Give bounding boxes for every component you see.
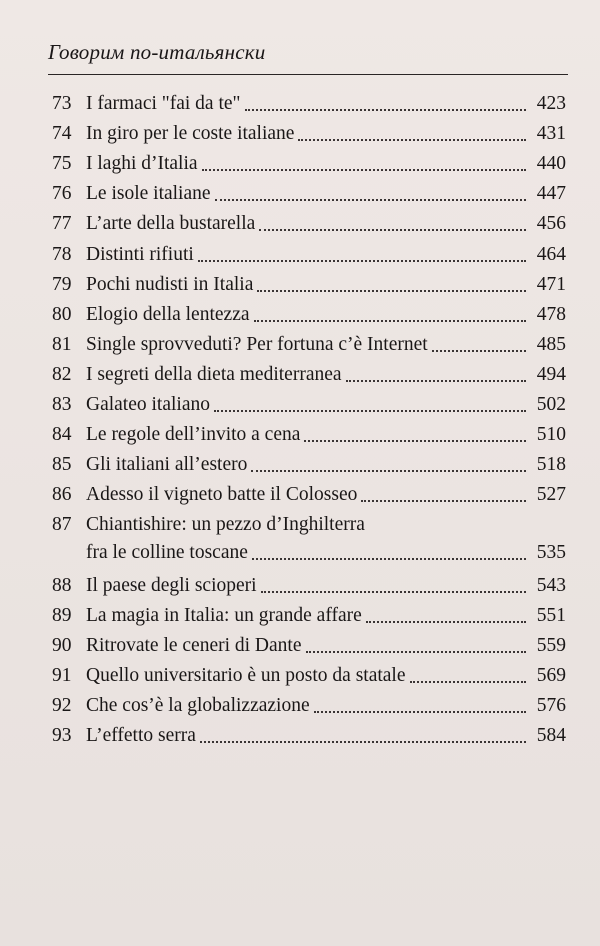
entry-page-number: 494 (536, 363, 566, 385)
entry-number: 76 (52, 183, 72, 205)
entry-page-number: 518 (536, 454, 566, 476)
entry-page-number: 510 (536, 424, 566, 446)
entry-number: 86 (52, 484, 72, 506)
dot-leader (215, 199, 526, 201)
toc-entry[interactable] (52, 303, 566, 327)
toc-entry[interactable] (52, 604, 566, 628)
toc-entry-continuation[interactable] (52, 541, 566, 565)
dot-leader (432, 350, 526, 352)
entry-page-number: 447 (536, 183, 566, 205)
entry-number: 93 (52, 725, 72, 747)
entry-title: Ritrovate le ceneri di Dante (86, 634, 302, 656)
dot-leader (306, 651, 527, 653)
entry-number: 87 (52, 514, 72, 536)
entry-number: 92 (52, 695, 72, 716)
entry-number: 83 (52, 394, 72, 415)
toc-entry[interactable] (52, 333, 566, 357)
entry-page-number: 478 (536, 303, 566, 325)
toc-entry[interactable] (52, 483, 566, 507)
entry-page-number: 559 (536, 634, 566, 656)
entry-title: Che cos’è la globalizzazione (86, 695, 310, 716)
toc-entry[interactable] (52, 122, 566, 146)
dot-leader (254, 320, 526, 322)
toc-entry[interactable] (52, 182, 566, 206)
entry-title: I segreti della dieta mediterranea (86, 363, 342, 385)
dot-leader (366, 621, 526, 623)
entry-number: 84 (52, 424, 72, 446)
toc-entry[interactable] (52, 724, 566, 748)
dot-leader (261, 591, 526, 593)
dot-leader (252, 558, 526, 560)
toc-entry[interactable] (52, 273, 566, 297)
entry-title: Galateo italiano (86, 394, 210, 415)
entry-title-continuation: fra le colline toscane (86, 541, 248, 563)
entry-page-number: 527 (536, 484, 566, 506)
entry-title: Il paese degli scioperi (86, 574, 257, 596)
dot-leader (198, 260, 526, 262)
toc-entry[interactable] (52, 513, 566, 537)
entry-number: 80 (52, 303, 72, 325)
toc-entry[interactable] (52, 574, 566, 598)
entry-page-number: 423 (536, 93, 566, 114)
dot-leader (251, 470, 526, 472)
entry-title: In giro per le coste italiane (86, 123, 295, 145)
entry-title: Single sprovveduti? Per fortuna c’è Internet (86, 333, 428, 355)
entry-page-number: 551 (536, 604, 566, 626)
entry-number: 91 (52, 664, 72, 686)
entry-title: Distinti rifiuti (86, 243, 194, 265)
toc-entry[interactable] (52, 694, 566, 718)
toc-entry[interactable] (52, 363, 566, 387)
entry-title: I laghi d’Italia (86, 153, 198, 175)
entry-page-number: 471 (536, 273, 566, 295)
dot-leader (214, 410, 526, 412)
toc-entry[interactable] (52, 92, 566, 116)
entry-title: Le regole dell’invito a cena (86, 424, 301, 446)
entry-page-number: 576 (536, 695, 566, 716)
toc-entry[interactable] (52, 243, 566, 267)
running-head: Говорим по-итальянски (48, 40, 266, 64)
entry-number: 73 (52, 93, 72, 114)
toc-entry[interactable] (52, 393, 566, 417)
toc-entry[interactable] (52, 453, 566, 477)
entry-title: I farmaci "fai da te" (86, 93, 241, 114)
dot-leader (200, 741, 526, 743)
dot-leader (314, 711, 526, 713)
dot-leader (361, 500, 526, 502)
dot-leader (298, 139, 526, 141)
entry-title: Quello universitario è un posto da statale (86, 664, 406, 686)
entry-number: 89 (52, 604, 72, 626)
dot-leader (245, 109, 527, 111)
dot-leader (346, 380, 526, 382)
entry-title: Le isole italiane (86, 183, 211, 205)
entry-page-number: 456 (536, 213, 566, 235)
entry-page-number: 535 (536, 541, 566, 563)
dot-leader (304, 440, 526, 442)
entry-title: La magia in Italia: un grande affare (86, 604, 362, 626)
entry-page-number: 431 (536, 123, 566, 145)
entry-title: Adesso il vigneto batte il Colosseo (86, 484, 358, 506)
entry-number: 78 (52, 243, 72, 265)
entry-title: Elogio della lentezza (86, 303, 250, 325)
toc-entry[interactable] (52, 423, 566, 447)
toc-entry[interactable] (52, 634, 566, 658)
toc-entry[interactable] (52, 152, 566, 176)
entry-title: Gli italiani all’estero (86, 454, 248, 476)
entry-number: 88 (52, 574, 72, 596)
entry-number: 77 (52, 213, 72, 235)
entry-number: 79 (52, 273, 72, 295)
entry-page-number: 440 (536, 153, 566, 175)
entry-number: 90 (52, 634, 72, 656)
entry-number: 82 (52, 363, 72, 385)
entry-page-number: 569 (536, 664, 566, 686)
dot-leader (410, 681, 526, 683)
entry-number: 85 (52, 454, 72, 476)
toc-entry[interactable] (52, 664, 566, 688)
entry-page-number: 543 (536, 574, 566, 596)
entry-number: 75 (52, 153, 72, 175)
entry-title: Chiantishire: un pezzo d’Inghilterra (86, 514, 365, 536)
entry-title: L’effetto serra (86, 725, 196, 747)
toc-entry[interactable] (52, 212, 566, 236)
entry-page-number: 584 (536, 725, 566, 747)
entry-title: L’arte della bustarella (86, 213, 256, 235)
dot-leader (202, 169, 526, 171)
entry-page-number: 464 (536, 243, 566, 265)
entry-number: 81 (52, 333, 72, 355)
entry-page-number: 502 (536, 394, 566, 415)
entry-number: 74 (52, 123, 72, 145)
dot-leader (259, 229, 526, 231)
dot-leader (257, 290, 526, 292)
entry-title: Pochi nudisti in Italia (86, 273, 254, 295)
entry-page-number: 485 (536, 333, 566, 355)
